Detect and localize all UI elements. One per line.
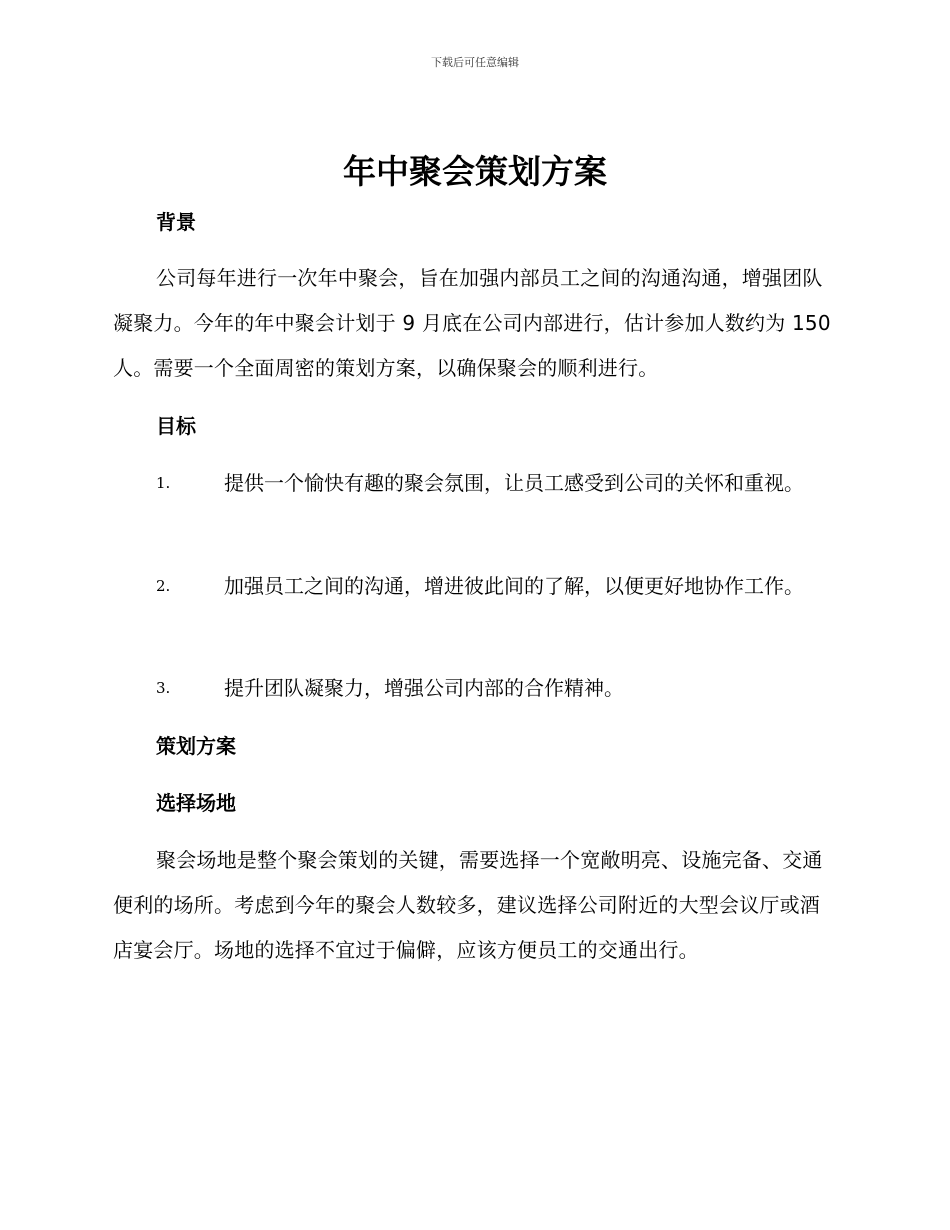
subsection-heading-venue: 选择场地 bbox=[156, 791, 236, 815]
document-title: 年中聚会策划方案 bbox=[343, 152, 607, 191]
list-item-text: 提升团队凝聚力，增强公司内部的合作精神。 bbox=[224, 676, 624, 700]
header-note: 下载后可任意编辑 bbox=[431, 56, 519, 69]
background-paragraph: 公司每年进行一次年中聚会，旨在加强内部员工之间的沟通沟通，增强团队凝聚力。今年的年中聚会计划于 9 月底在公司内部进行，估计参加人数约为 150 人。需要一个全面周密的策划方案，以确保聚会的顺利进行。 bbox=[113, 266, 831, 380]
list-number: 2. bbox=[156, 577, 171, 595]
section-heading-background: 背景 bbox=[156, 210, 196, 234]
goal-list-item bbox=[113, 564, 833, 609]
goal-list-item bbox=[113, 461, 833, 506]
list-item-text: 提供一个愉快有趣的聚会氛围，让员工感受到公司的关怀和重视。 bbox=[224, 471, 804, 495]
list-number: 1. bbox=[156, 474, 171, 492]
section-heading-goals: 目标 bbox=[156, 414, 196, 438]
section-heading-plan: 策划方案 bbox=[156, 734, 236, 758]
goal-list-item bbox=[113, 666, 833, 711]
venue-paragraph: 聚会场地是整个聚会策划的关键，需要选择一个宽敞明亮、设施完备、交通便利的场所。考虑到今年的聚会人数较多，建议选择公司附近的大型会议厅或酒店宴会厅。场地的选择不宜过于偏僻，应该方便员工的交通出行。 bbox=[113, 848, 823, 962]
list-number: 3. bbox=[156, 679, 171, 697]
list-item-text: 加强员工之间的沟通，增进彼此间的了解，以便更好地协作工作。 bbox=[224, 574, 804, 598]
